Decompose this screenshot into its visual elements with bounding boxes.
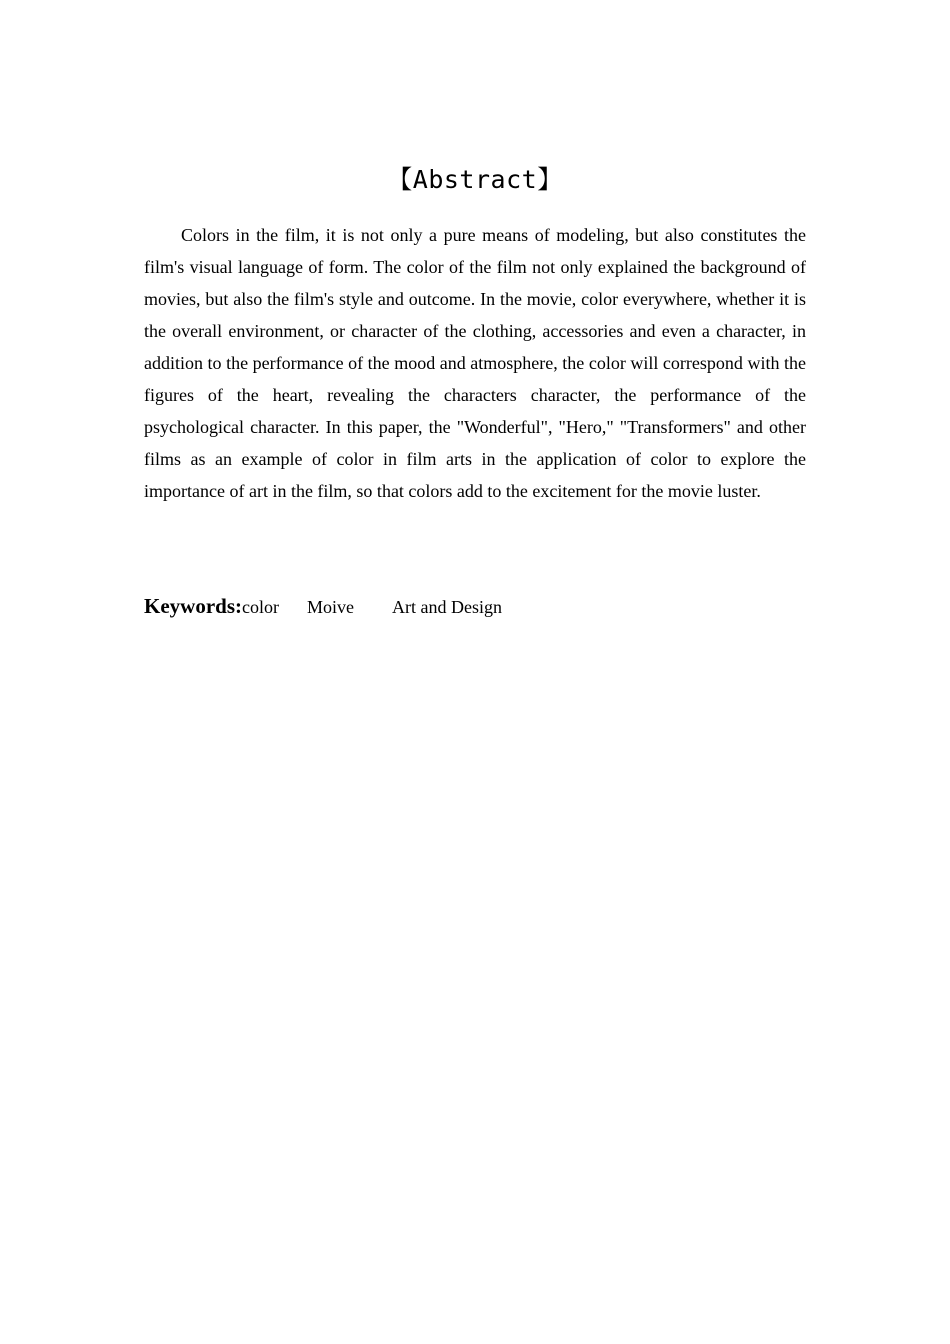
- keyword-art-and-design: Art and Design: [391, 597, 502, 617]
- keywords-line: [144, 590, 806, 623]
- abstract-heading: 【Abstract】: [387, 165, 563, 194]
- keyword-moive: Moive: [306, 597, 354, 617]
- keywords-label: Keywords:: [144, 594, 242, 618]
- abstract-body: Colors in the film, it is not only a pure means of modeling, but also constitutes the film's visual language of form. The color of the film not only explained the background of movies, but also the film's style and outcome. In the movie, color everywhere, whether it is the overall environment, or character of the clothing, accessories and even a character, in addition to the performance of the mood and atmosphere, the color will correspond with the figures of the heart, revealing the characters character, the performance of the psychological character. In this paper, the "Wonderful", "Hero," "Transformers" and other films as an example of color in film arts in the application of color to explore the importance of art in the film, so that colors add to the excitement for the movie luster.: [144, 225, 806, 501]
- keyword-color: color: [242, 597, 279, 617]
